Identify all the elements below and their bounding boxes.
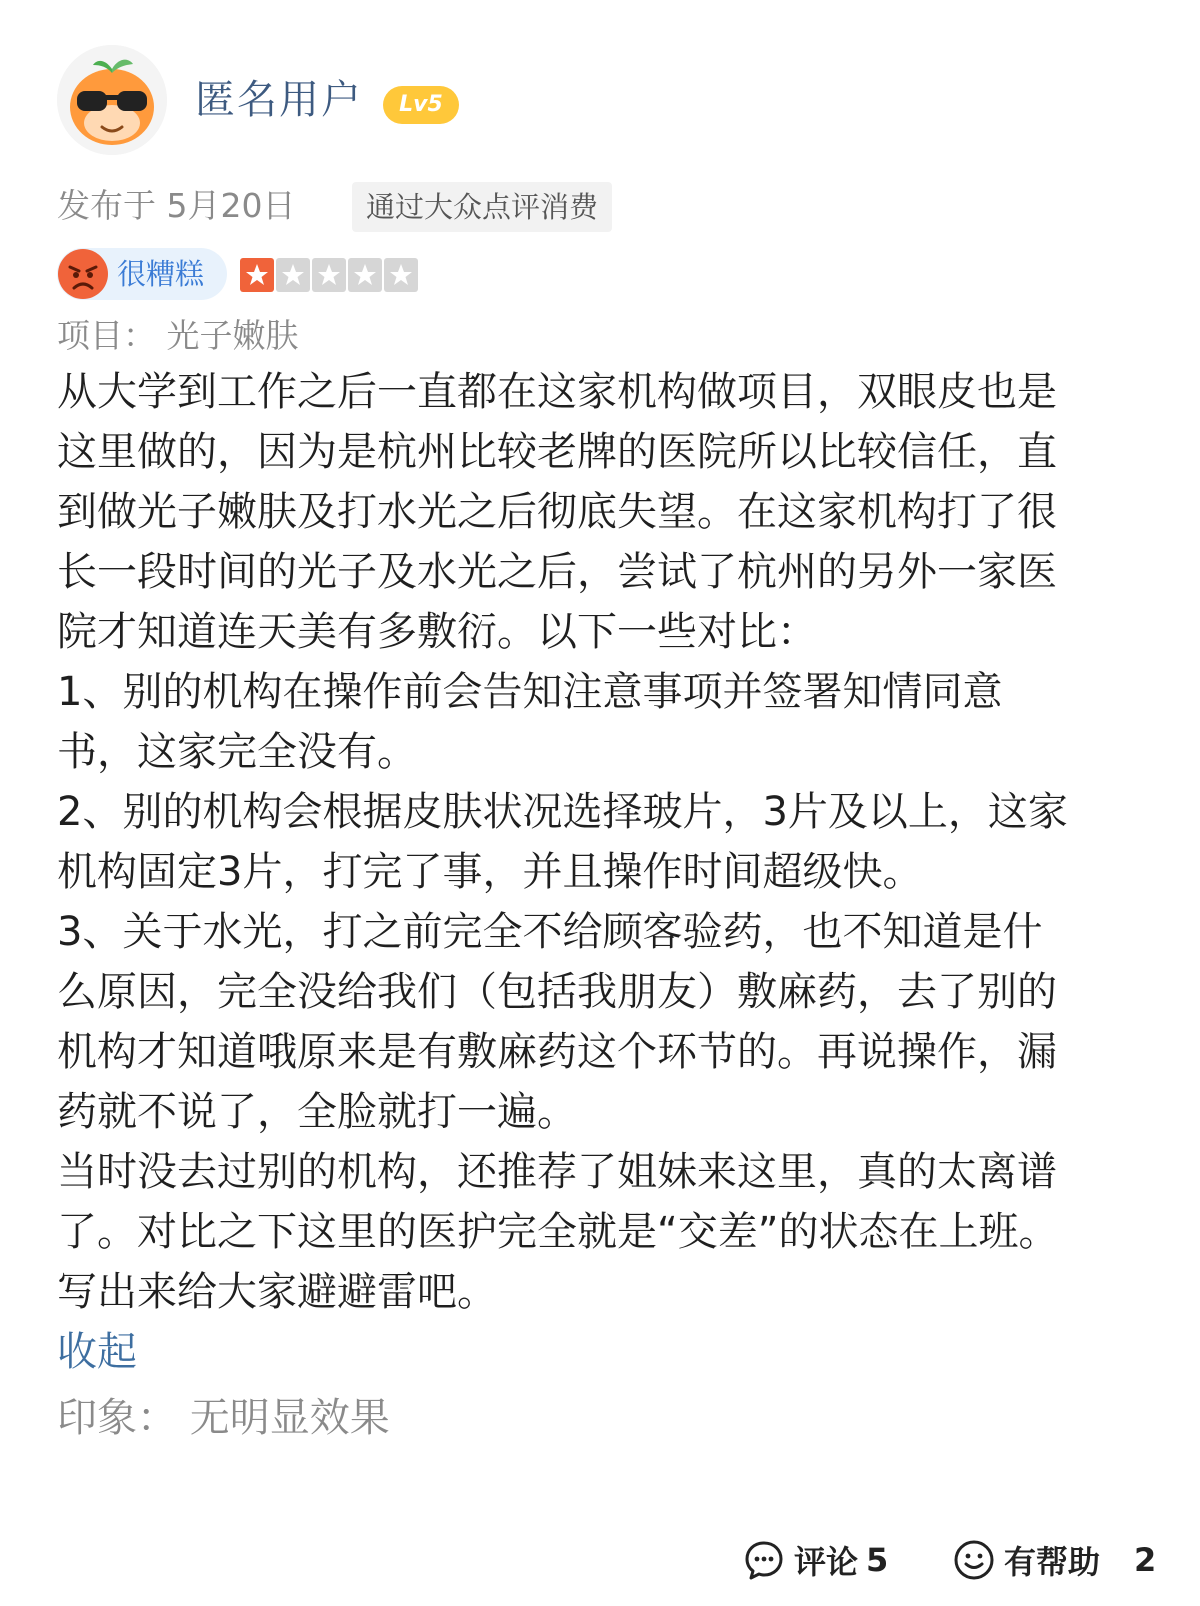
review-line: 3、关于水光，打之前完全不给顾客验药，也不知道是什 xyxy=(57,909,1043,955)
rating-label: 很糟糕 xyxy=(117,257,205,291)
review-line: 机构固定3片，打完了事，并且操作时间超级快。 xyxy=(57,849,923,895)
review-line: 从大学到工作之后一直都在这家机构做项目，双眼皮也是 xyxy=(57,369,1057,415)
review-line: 院才知道连天美有多敷衍。以下一些对比： xyxy=(57,609,817,655)
user-avatar[interactable] xyxy=(57,45,167,155)
star-rating xyxy=(240,258,418,292)
review-line: 到做光子嫩肤及打水光之后彻底失望。在这家机构打了很 xyxy=(57,489,1057,535)
comment-bubble-icon xyxy=(742,1538,786,1582)
publish-date: 发布于 5月20日 xyxy=(57,186,296,225)
collapse-link[interactable]: 收起 xyxy=(57,1329,137,1375)
review-line: 书，这家完全没有。 xyxy=(57,729,417,775)
helpful-button[interactable] xyxy=(952,1530,1156,1590)
star-empty-icon xyxy=(276,258,310,292)
comment-label: 评论 xyxy=(794,1543,859,1581)
level-badge: Lv5 xyxy=(383,86,459,124)
angry-face-icon xyxy=(57,248,109,300)
username[interactable]: 匿名用户 xyxy=(195,77,363,123)
project-line: 项目： 光子嫩肤 xyxy=(57,316,299,355)
review-line: 写出来给大家避避雷吧。 xyxy=(57,1269,497,1315)
impression-line: 印象： 无明显效果 xyxy=(57,1395,390,1441)
star-filled-icon xyxy=(240,258,274,292)
review-text xyxy=(57,362,1152,1322)
review-line: 么原因，完全没给我们（包括我朋友）敷麻药，去了别的 xyxy=(57,969,1057,1015)
review-line: 长一段时间的光子及水光之后，尝试了杭州的另外一家医 xyxy=(57,549,1057,595)
review-line: 了。对比之下这里的医护完全就是“交差”的状态在上班。 xyxy=(57,1209,1059,1255)
star-empty-icon xyxy=(348,258,382,292)
helpful-count: 2 xyxy=(1134,1541,1157,1579)
review-line: 机构才知道哦原来是有敷麻药这个环节的。再说操作，漏 xyxy=(57,1029,1057,1075)
comment-count: 5 xyxy=(866,1541,889,1579)
review-line: 2、别的机构会根据皮肤状况选择玻片，3片及以上，这家 xyxy=(57,789,1068,835)
review-line: 药就不说了，全脸就打一遍。 xyxy=(57,1089,577,1135)
orange-sunglasses-avatar-icon xyxy=(57,45,167,155)
comment-button[interactable] xyxy=(742,1530,888,1590)
review-line: 这里做的，因为是杭州比较老牌的医院所以比较信任，直 xyxy=(57,429,1057,475)
smile-icon xyxy=(952,1538,996,1582)
star-empty-icon xyxy=(312,258,346,292)
rating-badge xyxy=(57,248,227,300)
helpful-label: 有帮助 xyxy=(1004,1543,1101,1581)
review-line: 当时没去过别的机构，还推荐了姐妹来这里，真的太离谱 xyxy=(57,1149,1057,1195)
source-tag: 通过大众点评消费 xyxy=(352,182,612,232)
review-line: 1、别的机构在操作前会告知注意事项并签署知情同意 xyxy=(57,669,1003,715)
star-empty-icon xyxy=(384,258,418,292)
